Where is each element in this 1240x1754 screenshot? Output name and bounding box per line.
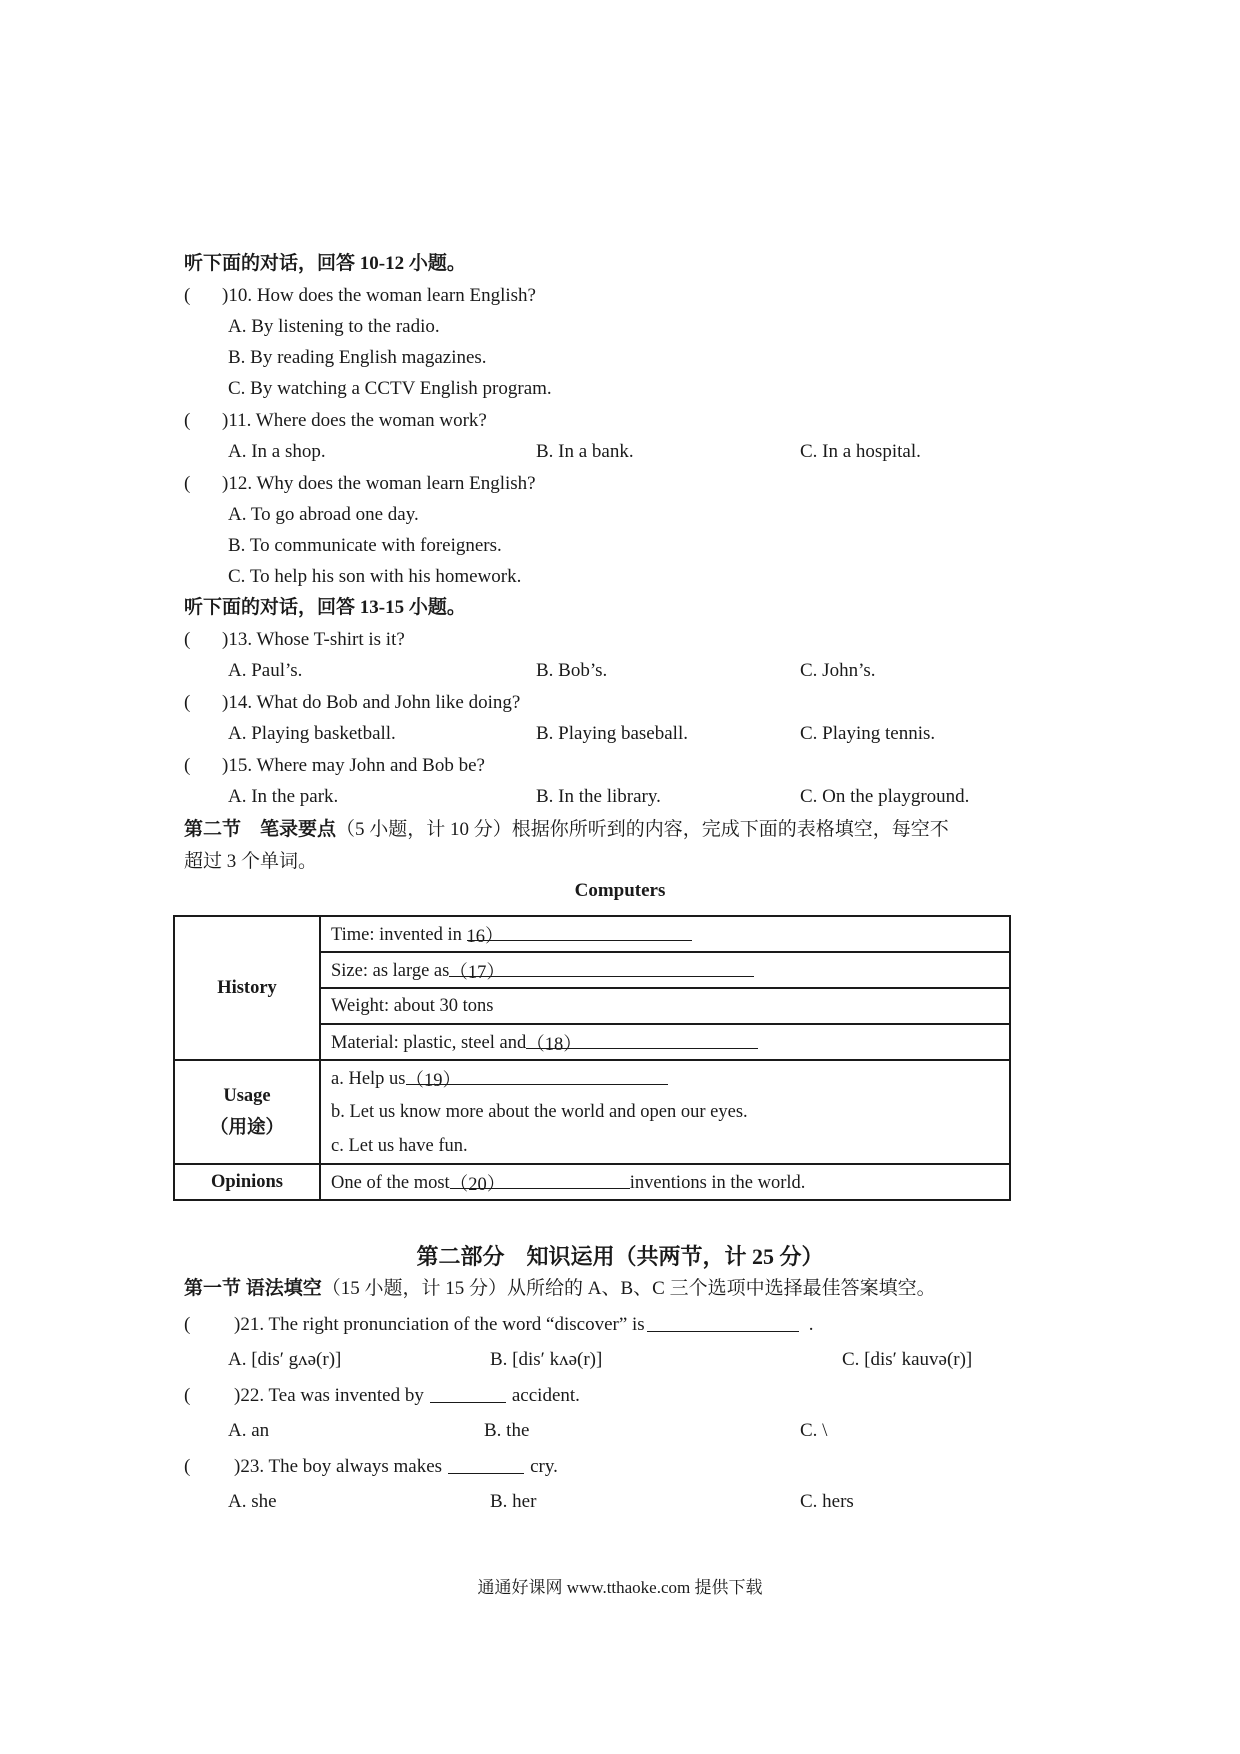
question-22	[184, 1383, 580, 1409]
option-10a: A. By listening to the radio.	[228, 316, 440, 337]
question-15	[184, 753, 485, 779]
blank-20-number: （20）	[449, 1175, 506, 1195]
opinions-label: Opinions	[174, 1164, 320, 1200]
option-22a: A. an	[228, 1420, 270, 1441]
time-label: Time: invented in	[331, 925, 467, 945]
blank-17-number: （17）	[449, 963, 505, 983]
option-11c: C. In a hospital.	[800, 441, 921, 462]
answer-blank[interactable]	[448, 1455, 524, 1474]
row-usage-c: c. Let us have fun.	[320, 1129, 1010, 1164]
option-13b: B. Bob’s.	[536, 660, 608, 681]
usage-cn: （用途）	[209, 1117, 284, 1138]
part2-section1-title: 第一节 语法填空	[184, 1278, 322, 1299]
blank-16-number: 16）	[466, 927, 504, 947]
option-23a: A. she	[228, 1491, 277, 1512]
question-text: )22. Tea was invented by	[234, 1385, 424, 1406]
option-21a: A. [dis′ gʌə(r)]	[228, 1349, 342, 1370]
option-13a: A. Paul’s.	[228, 660, 303, 681]
question-23	[184, 1454, 558, 1480]
option-10c: C. By watching a CCTV English program.	[228, 378, 552, 399]
table-title: Computers	[574, 880, 666, 901]
answer-paren[interactable]: (	[184, 692, 191, 713]
listen-instruction-10-12: 听下面的对话，回答 10-12 小题。	[184, 253, 466, 274]
question-text: )23. The boy always makes	[234, 1456, 443, 1477]
section2-title: 第二节 笔录要点	[184, 819, 337, 840]
answer-paren[interactable]: (	[184, 1456, 191, 1477]
question-text: )15. Where may John and Bob be?	[222, 755, 485, 776]
question-end: .	[808, 1314, 814, 1335]
question-text: )13. Whose T-shirt is it?	[222, 629, 405, 650]
section2-desc-cont: 超过 3 个单词。	[184, 851, 318, 872]
option-10b: B. By reading English magazines.	[228, 347, 487, 368]
option-22b: B. the	[484, 1420, 530, 1441]
question-text: )21. The right pronunciation of the word “discover” is	[234, 1314, 645, 1335]
question-14	[184, 690, 520, 716]
listen-instruction-13-15: 听下面的对话，回答 13-15 小题。	[184, 597, 466, 618]
answer-paren[interactable]: (	[184, 1385, 191, 1406]
question-11	[184, 408, 487, 434]
question-text: )10. How does the woman learn English?	[222, 285, 536, 306]
question-21	[184, 1312, 813, 1338]
opinion-text-end: inventions in the world.	[629, 1173, 806, 1193]
history-label: History	[174, 916, 320, 1060]
question-text: )14. What do Bob and John like doing?	[222, 692, 521, 713]
answer-paren[interactable]: (	[184, 755, 191, 776]
option-11b: B. In a bank.	[536, 441, 634, 462]
part2-title: 第二部分 知识运用（共两节，计 25 分）	[416, 1244, 824, 1269]
blank-20[interactable]	[449, 1170, 630, 1195]
section2-heading	[184, 817, 949, 843]
row-opinions	[320, 1164, 1010, 1200]
answer-paren[interactable]: (	[184, 1314, 191, 1335]
part2-section1-desc: （15 小题，计 15 分）从所给的 A、B、C 三个选项中选择最佳答案填空。	[321, 1278, 936, 1299]
option-12a: A. To go abroad one day.	[228, 504, 419, 525]
question-13	[184, 627, 405, 653]
usage-label	[174, 1060, 320, 1164]
question-end: cry.	[530, 1456, 558, 1477]
question-10	[184, 283, 536, 309]
option-15b: B. In the library.	[536, 786, 661, 807]
question-end: accident.	[511, 1385, 580, 1406]
option-23b: B. her	[490, 1491, 537, 1512]
option-14c: C. Playing tennis.	[800, 723, 936, 744]
row-time	[320, 916, 1010, 952]
question-text: )12. Why does the woman learn English?	[222, 473, 536, 494]
material-label: Material: plastic, steel and	[331, 1033, 527, 1053]
option-12b: B. To communicate with foreigners.	[228, 535, 502, 556]
option-14a: A. Playing basketball.	[228, 723, 396, 744]
section2-desc: （5 小题，计 10 分）根据你所听到的内容，完成下面的表格填空，每空不	[336, 819, 949, 840]
answer-blank[interactable]	[647, 1313, 799, 1332]
computers-table	[173, 915, 1011, 1201]
row-material	[320, 1024, 1010, 1060]
size-label: Size: as large as	[331, 961, 450, 981]
option-12c: C. To help his son with his homework.	[228, 566, 522, 587]
opinion-text-start: One of the most	[331, 1173, 450, 1193]
answer-paren[interactable]: (	[184, 473, 191, 494]
option-21b: B. [dis′ kʌə(r)]	[490, 1349, 603, 1370]
usage-en: Usage	[223, 1085, 271, 1106]
option-13c: C. John’s.	[800, 660, 876, 681]
option-22c: C. \	[800, 1420, 828, 1441]
option-15c: C. On the playground.	[800, 786, 970, 807]
blank-17[interactable]	[449, 958, 754, 983]
option-23c: C. hers	[800, 1491, 854, 1512]
blank-16[interactable]	[466, 922, 692, 947]
option-21c: C. [dis′ kauvə(r)]	[842, 1349, 973, 1370]
row-size	[320, 952, 1010, 988]
answer-paren[interactable]: (	[184, 629, 191, 650]
blank-18[interactable]	[526, 1030, 758, 1055]
blank-18-number: （18）	[526, 1035, 582, 1055]
row-usage-b: b. Let us know more about the world and open our eyes.	[320, 1095, 1010, 1129]
option-14b: B. Playing baseball.	[536, 723, 688, 744]
answer-paren[interactable]: (	[184, 410, 191, 431]
page-footer: 通通好课网 www.tthaoke.com 提供下载	[477, 1578, 763, 1597]
option-15a: A. In the park.	[228, 786, 339, 807]
blank-19[interactable]	[405, 1066, 668, 1091]
answer-blank[interactable]	[430, 1384, 506, 1403]
part2-section1-heading	[184, 1276, 936, 1302]
row-weight: Weight: about 30 tons	[320, 988, 1010, 1024]
option-11a: A. In a shop.	[228, 441, 326, 462]
usage-a-label: a. Help us	[331, 1069, 406, 1089]
blank-19-number: （19）	[405, 1071, 462, 1091]
question-12	[184, 471, 536, 497]
question-text: )11. Where does the woman work?	[222, 410, 487, 431]
answer-paren[interactable]: (	[184, 285, 191, 306]
row-usage-a	[320, 1060, 1010, 1095]
